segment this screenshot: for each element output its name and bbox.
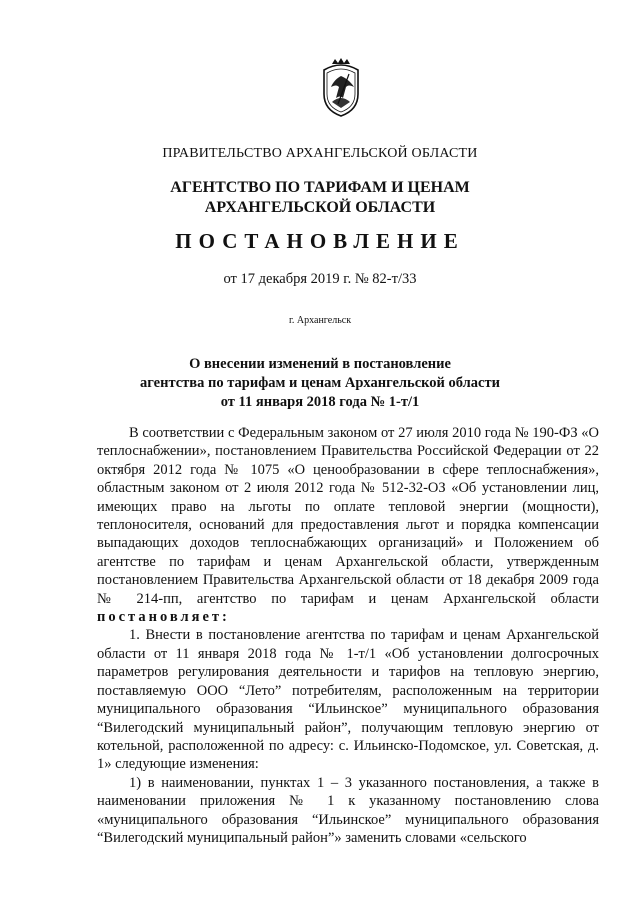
body-paragraph-2: 1. Внести в постановление агентства по тарифам и ценам Архангельской области от 11 января 2018 года № 1-т/1 «Об установлении долгосрочных параметров регулирования деятельности и тарифов на тепловую энергию, поставляемую ООО “Лето” потребителям, расположенным на территории муниципального образования “Ильинское” муниципального образования “Вилегодский муниципальный район”, получающим тепловую энергию от котельной, расположенной по адресу: с. Ильинско-Подомское, ул. Советская, д. 1» следующие изменения: [97, 627, 599, 773]
document-type: ПОСТАНОВЛЕНИЕ [175, 229, 465, 253]
date-and-number: от 17 декабря 2019 г. № 82-т/33 [223, 271, 417, 287]
agency-name [0, 178, 640, 218]
subject-line1: О внесении изменений в постановление [189, 356, 451, 372]
body-paragraph-3: 1) в наименовании, пунктах 1 – 3 указанного постановления, а также в наименовании приложения № 1 к указанному постановлению слова «муниципального образования “Ильинское” муниципального образования “Вилегодский муниципальный район”» заменить словами «сельского [97, 774, 599, 846]
body-paragraph-1 [97, 424, 599, 626]
city-name: г. Архангельск [288, 315, 352, 326]
agency-name-line2: АРХАНГЕЛЬСКОЙ ОБЛАСТИ [204, 199, 436, 216]
subject-line2: агентства по тарифам и ценам Архангельской области [140, 375, 500, 391]
government-name: ПРАВИТЕЛЬСТВО АРХАНГЕЛЬСКОЙ ОБЛАСТИ [162, 146, 478, 161]
subject-line3: от 11 января 2018 года № 1-т/1 [220, 394, 420, 410]
document-subject [0, 355, 640, 412]
document-body [97, 424, 599, 847]
arkhangelsk-coat-of-arms-icon [318, 56, 364, 118]
agency-name-line1: АГЕНТСТВО ПО ТАРИФАМ И ЦЕНАМ [170, 179, 470, 196]
paragraph-1-text: В соответствии с Федеральным законом от 27 июля 2010 года № 190-ФЗ «О теплоснабжении», постановлением Правительства Российской Федерации от 22 октября 2012 года № 1075 «О ценообразовании в сфере теплоснабжения», областным законом от 2 июля 2012 года № 512-32-ОЗ «Об установлении лиц, имеющих право на льготы по оплате тепловой энергии (мощности), теплоносителя, оснований для предоставления льгот и порядка компенсации выпадающих доходов теплоснабжающих организаций» и Положением об агентстве по тарифам и ценам Архангельской области, утвержденным постановлением Правительства Архангельской области от 18 декабря 2009 года № 214-пп, агентство по тарифам и ценам Архангельской области [97, 425, 599, 607]
resolution-verb: постановляет: [97, 609, 230, 626]
